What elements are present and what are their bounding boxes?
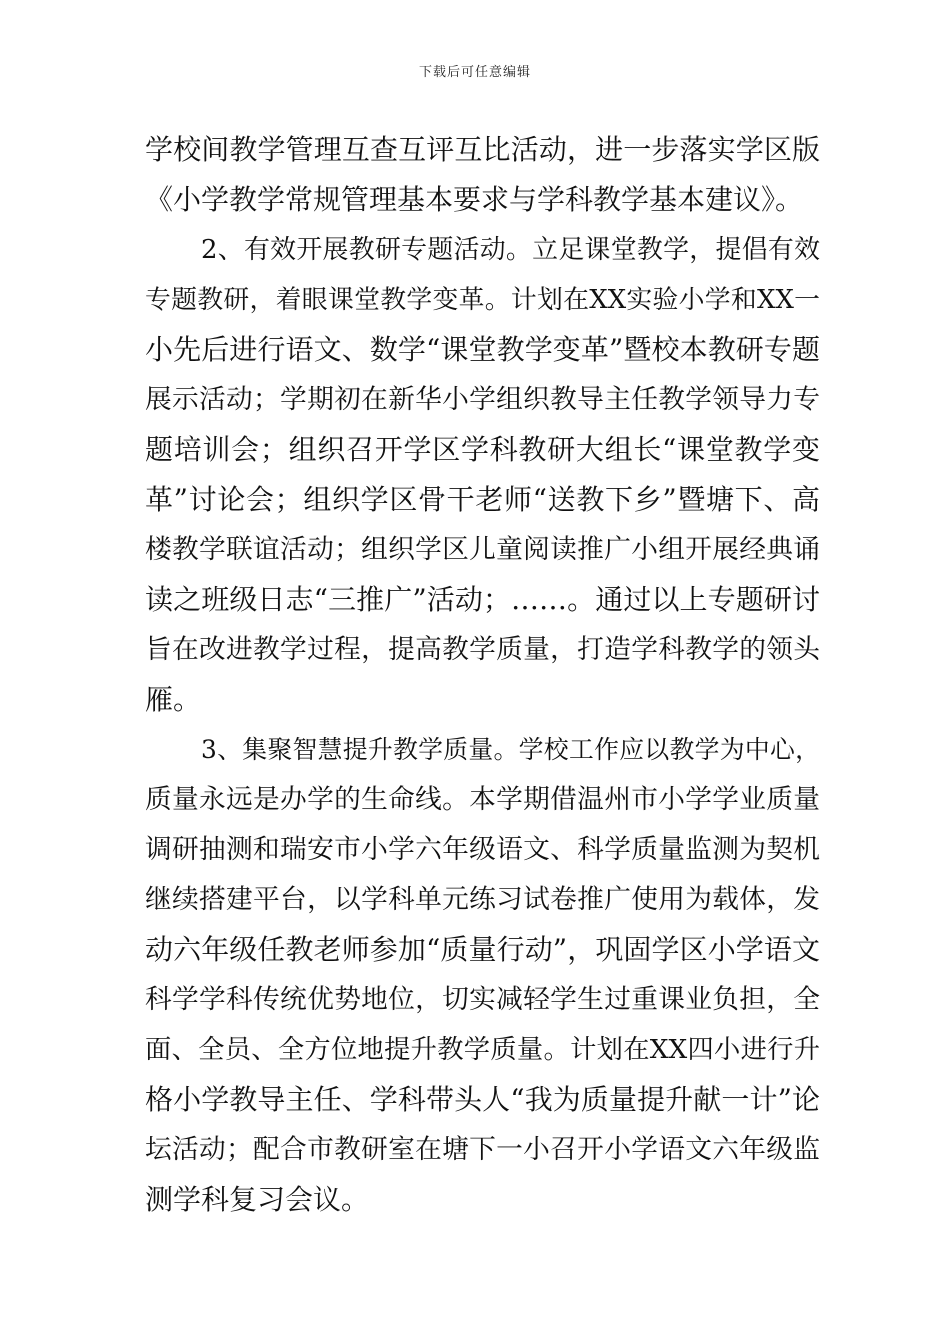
paragraph-line: 读之班级日志“三推广”活动；……。通过以上专题研讨 [145, 583, 820, 616]
paragraph-2 [145, 225, 820, 725]
paragraph-line: 科学学科传统优势地位，切实减轻学生过重课业负担，全 [145, 984, 820, 1015]
paragraph-line: 楼教学联谊活动；组织学区儿童阅读推广小组开展经典诵 [145, 534, 820, 565]
paragraph-line: 动六年级任教老师参加“质量行动”，巩固学区小学语文 [145, 933, 820, 966]
paragraph-line: 雁。 [145, 683, 202, 716]
paragraph-line: 学校间教学管理互查互评互比活动，进一步落实学区版 [145, 133, 820, 166]
paragraph-3 [145, 725, 820, 1225]
paragraph-line: 质量永远是办学的生命线。本学期借温州市小学学业质量 [145, 784, 820, 815]
paragraph-line: 3、集聚智慧提升教学质量。学校工作应以教学为中心， [201, 735, 820, 764]
paragraph-line: 2、有效开展教研专题活动。立足课堂教学，提倡有效 [201, 235, 820, 265]
paragraph-line: 革”讨论会；组织学区骨干老师“送教下乡”暨塘下、高 [145, 483, 820, 516]
document-body [145, 125, 820, 1225]
paragraph-line: 坛活动；配合市教研室在塘下一小召开小学语文六年级监 [145, 1134, 820, 1165]
paragraph-line: 旨在改进教学过程，提高教学质量，打造学科教学的领头 [145, 634, 820, 665]
paragraph-line: 题培训会；组织召开学区学科教研大组长“课堂教学变 [145, 433, 820, 466]
paragraph-line: 面、全员、全方位地提升教学质量。计划在XX四小进行升 [145, 1035, 820, 1065]
page-header: 下载后可任意编辑 [418, 65, 531, 80]
paragraph-line: 展示活动；学期初在新华小学组织教导主任教学领导力专 [145, 384, 820, 415]
paragraph-1 [145, 125, 820, 225]
paragraph-line: 小先后进行语文、数学“课堂教学变革”暨校本教研专题 [145, 333, 820, 366]
paragraph-line: 格小学教导主任、学科带头人“我为质量提升献一计”论 [145, 1083, 820, 1116]
paragraph-line: 调研抽测和瑞安市小学六年级语文、科学质量监测为契机 [145, 834, 820, 865]
paragraph-line: 专题教研，着眼课堂教学变革。计划在XX实验小学和XX一 [145, 285, 820, 315]
paragraph-line: 继续搭建平台，以学科单元练习试卷推广使用为载体，发 [145, 884, 820, 915]
paragraph-line: 测学科复习会议。 [145, 1183, 370, 1216]
paragraph-line: 《小学教学常规管理基本要求与学科教学基本建议》。 [145, 183, 804, 216]
